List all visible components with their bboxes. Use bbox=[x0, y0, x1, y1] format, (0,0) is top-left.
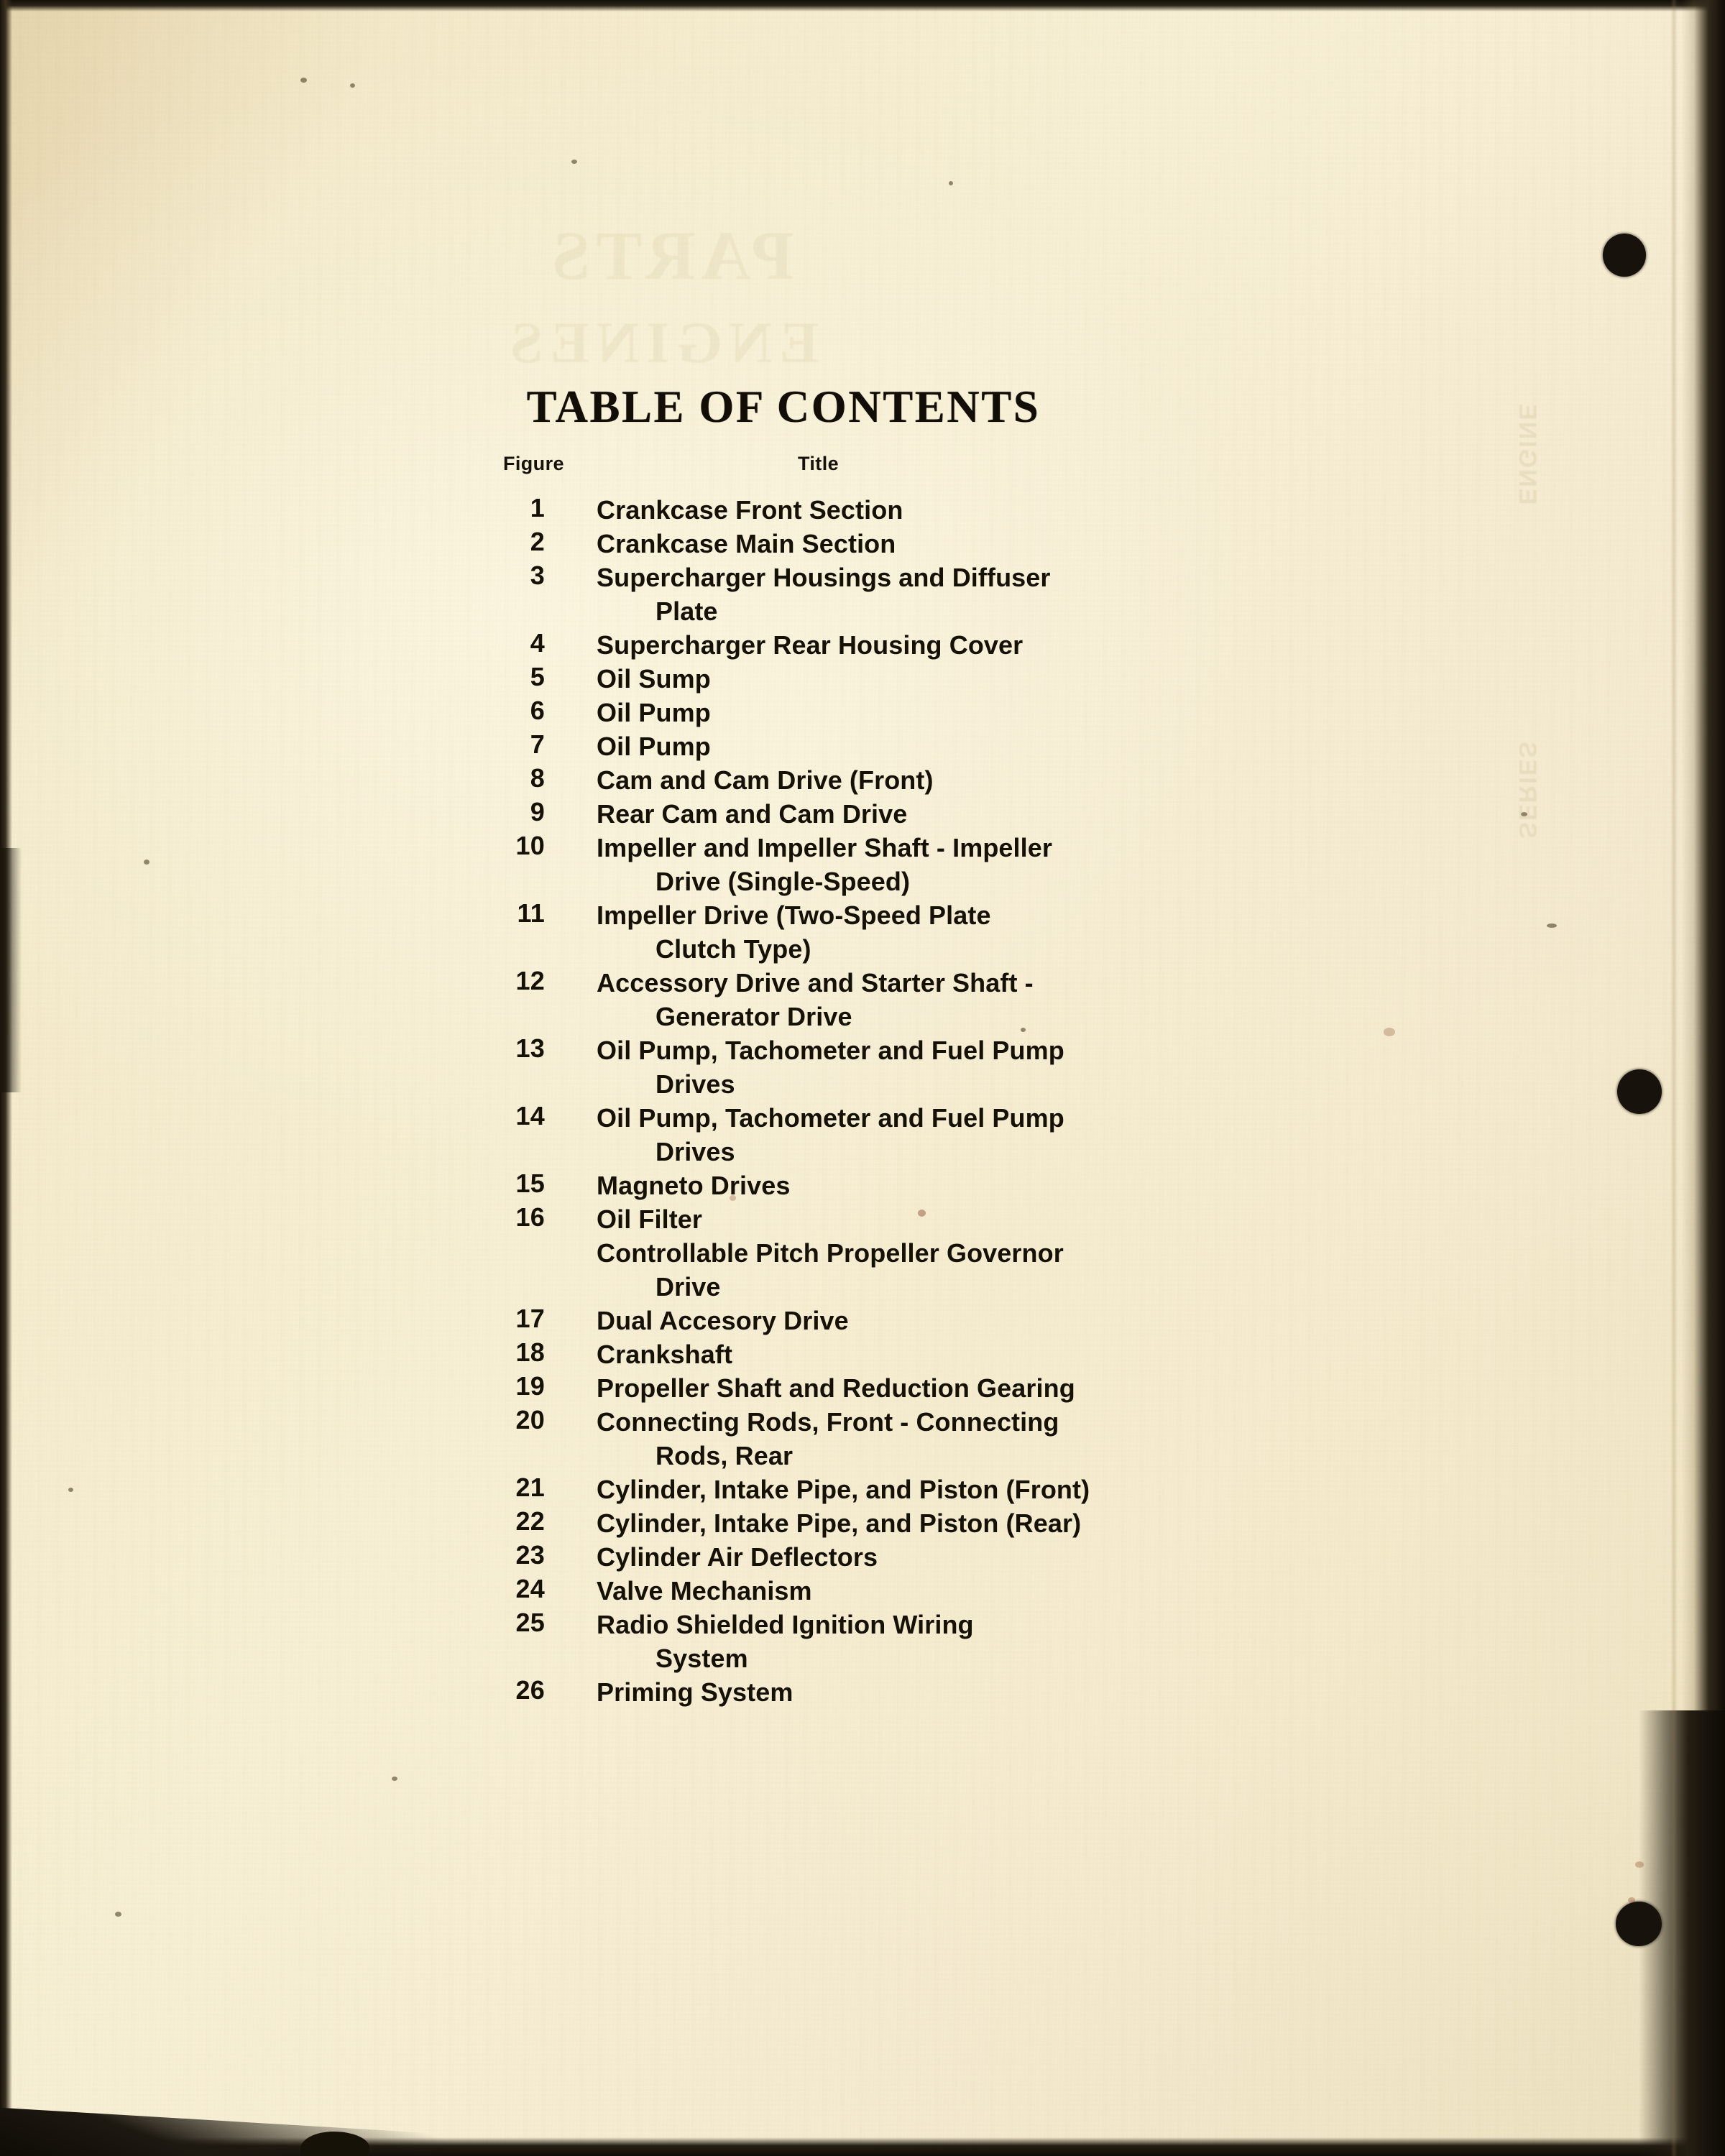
foxing-mark bbox=[1628, 1897, 1635, 1903]
figure-number: 22 bbox=[515, 1506, 545, 1536]
toc-entry bbox=[0, 763, 1725, 797]
figure-title bbox=[597, 662, 1315, 696]
figure-number: 19 bbox=[515, 1371, 545, 1401]
speck bbox=[68, 1488, 73, 1492]
toc-entry bbox=[0, 628, 1725, 662]
figure-title-line: Connecting Rods, Front - Connecting bbox=[597, 1407, 1059, 1437]
speck bbox=[1521, 812, 1527, 816]
toc-entry bbox=[0, 1506, 1725, 1540]
page-edge-left-notch bbox=[0, 848, 22, 1092]
figure-number: 23 bbox=[515, 1540, 545, 1570]
figure-title-line: Crankshaft bbox=[597, 1340, 733, 1369]
foxing-mark bbox=[730, 1195, 736, 1201]
toc-entry bbox=[0, 696, 1725, 729]
figure-number: 8 bbox=[530, 763, 545, 793]
figure-title bbox=[597, 1473, 1315, 1506]
table-of-contents-list bbox=[0, 493, 1725, 1709]
figure-title bbox=[597, 1675, 1315, 1709]
figure-number: 24 bbox=[515, 1574, 545, 1603]
figure-title-line: Cam and Cam Drive (Front) bbox=[597, 765, 934, 795]
figure-title-line: Controllable Pitch Propeller Governor bbox=[597, 1238, 1064, 1268]
figure-number: 20 bbox=[515, 1405, 545, 1434]
figure-title bbox=[597, 1169, 1315, 1202]
figure-title bbox=[597, 1371, 1315, 1405]
figure-number: 7 bbox=[530, 729, 545, 759]
page-fold-crease bbox=[1670, 0, 1678, 2156]
speck bbox=[571, 160, 577, 164]
bleed-through-vertical-lower: SERIES bbox=[1514, 740, 1541, 839]
figure-number: 2 bbox=[530, 527, 545, 556]
figure-title bbox=[597, 527, 1315, 561]
figure-title-line: Oil Pump bbox=[597, 698, 711, 727]
toc-entry bbox=[0, 662, 1725, 696]
figure-title-continuation: Drive (Single-Speed) bbox=[656, 867, 911, 896]
figure-title-line: Rear Cam and Cam Drive bbox=[597, 799, 908, 829]
figure-title bbox=[597, 628, 1315, 662]
toc-entry bbox=[0, 1202, 1725, 1236]
figure-number: 11 bbox=[517, 898, 545, 928]
toc-entry bbox=[0, 1304, 1725, 1337]
toc-entry bbox=[0, 527, 1725, 561]
figure-title-line: Supercharger Rear Housing Cover bbox=[597, 630, 1024, 660]
figure-number: 6 bbox=[530, 696, 545, 725]
toc-entry bbox=[0, 1236, 1725, 1304]
figure-title-line: Radio Shielded Ignition Wiring bbox=[597, 1610, 974, 1639]
figure-title-continuation: Drives bbox=[656, 1137, 735, 1166]
figure-title bbox=[597, 1236, 1315, 1304]
figure-title bbox=[597, 1405, 1315, 1473]
toc-entry bbox=[0, 966, 1725, 1033]
figure-number: 26 bbox=[515, 1675, 545, 1705]
figure-title bbox=[597, 763, 1315, 797]
foxing-mark bbox=[1384, 1028, 1395, 1036]
figure-title-line: Supercharger Housings and Diffuser bbox=[597, 563, 1051, 592]
speck bbox=[300, 78, 307, 83]
page-edge-top bbox=[0, 0, 1725, 11]
toc-entry bbox=[0, 1608, 1725, 1675]
toc-entry bbox=[0, 561, 1725, 628]
figure-title-continuation: Drive bbox=[656, 1272, 721, 1302]
figure-title-continuation: Clutch Type) bbox=[656, 934, 811, 964]
figure-title bbox=[597, 831, 1315, 898]
toc-entry bbox=[0, 1574, 1725, 1608]
bleed-through-line-1: PARTS bbox=[546, 217, 794, 294]
figure-number: 25 bbox=[515, 1608, 545, 1637]
figure-title bbox=[597, 1506, 1315, 1540]
figure-title-line: Oil Sump bbox=[597, 664, 711, 694]
figure-title bbox=[597, 1033, 1315, 1101]
toc-entry bbox=[0, 898, 1725, 966]
figure-title bbox=[597, 1540, 1315, 1574]
figure-number: 9 bbox=[530, 797, 545, 826]
foxing-mark bbox=[918, 1210, 926, 1217]
figure-title bbox=[597, 1101, 1315, 1169]
figure-number: 4 bbox=[530, 628, 545, 658]
figure-title bbox=[597, 493, 1315, 527]
figure-number: 14 bbox=[515, 1101, 545, 1130]
page-edge-bottom-left bbox=[0, 2106, 460, 2156]
toc-entry bbox=[0, 729, 1725, 763]
toc-entry bbox=[0, 1101, 1725, 1169]
toc-entry bbox=[0, 1371, 1725, 1405]
figure-title bbox=[597, 696, 1315, 729]
speck bbox=[1021, 1028, 1026, 1032]
toc-entry bbox=[0, 1675, 1725, 1709]
figure-title-line: Valve Mechanism bbox=[597, 1576, 812, 1606]
punch-hole-bottom bbox=[1616, 1902, 1662, 1946]
figure-title-continuation: Plate bbox=[656, 596, 718, 626]
figure-number: 13 bbox=[515, 1033, 545, 1063]
toc-entry bbox=[0, 493, 1725, 527]
figure-title bbox=[597, 797, 1315, 831]
figure-title-continuation: Rods, Rear bbox=[656, 1441, 794, 1470]
figure-title-line: Magneto Drives bbox=[597, 1171, 791, 1200]
foxing-mark bbox=[1635, 1861, 1644, 1868]
figure-title-line: Propeller Shaft and Reduction Gearing bbox=[597, 1373, 1075, 1403]
figure-title bbox=[597, 1608, 1315, 1675]
figure-title-continuation: Drives bbox=[656, 1069, 735, 1099]
punch-hole-top bbox=[1603, 234, 1646, 277]
figure-title bbox=[597, 729, 1315, 763]
figure-title-line: Impeller and Impeller Shaft - Impeller bbox=[597, 833, 1052, 862]
figure-number: 15 bbox=[515, 1169, 545, 1198]
figure-number: 3 bbox=[530, 561, 545, 590]
figure-title-line: Oil Pump bbox=[597, 732, 711, 761]
speck bbox=[1547, 923, 1557, 928]
figure-title bbox=[597, 1202, 1315, 1236]
punch-hole-middle bbox=[1617, 1069, 1662, 1114]
bleed-through-vertical-upper: ENGINE bbox=[1514, 402, 1541, 505]
figure-title-line: Cylinder, Intake Pipe, and Piston (Rear) bbox=[597, 1508, 1082, 1538]
figure-number: 21 bbox=[515, 1473, 545, 1502]
toc-entry bbox=[0, 1473, 1725, 1506]
speck bbox=[115, 1912, 121, 1917]
figure-title-line: Oil Pump, Tachometer and Fuel Pump bbox=[597, 1103, 1064, 1133]
figure-title bbox=[597, 1304, 1315, 1337]
figure-title-line: Oil Filter bbox=[597, 1204, 703, 1234]
column-header-title: Title bbox=[798, 453, 840, 474]
figure-number: 10 bbox=[515, 831, 545, 860]
bleed-through-line-2: ENGINES bbox=[503, 310, 819, 375]
toc-entry bbox=[0, 1169, 1725, 1202]
figure-title-continuation: System bbox=[656, 1644, 748, 1673]
figure-title bbox=[597, 966, 1315, 1033]
speck bbox=[350, 83, 355, 88]
figure-number: 18 bbox=[515, 1337, 545, 1367]
figure-title bbox=[597, 1574, 1315, 1608]
toc-entry bbox=[0, 1405, 1725, 1473]
figure-title bbox=[597, 898, 1315, 966]
figure-title-line: Dual Accesory Drive bbox=[597, 1306, 849, 1335]
toc-entry bbox=[0, 1337, 1725, 1371]
figure-number: 5 bbox=[530, 662, 545, 691]
toc-entry bbox=[0, 797, 1725, 831]
figure-title-line: Priming System bbox=[597, 1677, 794, 1707]
toc-entry bbox=[0, 1033, 1725, 1101]
figure-number: 17 bbox=[515, 1304, 545, 1333]
figure-title-line: Crankcase Front Section bbox=[597, 495, 903, 525]
figure-title-line: Cylinder Air Deflectors bbox=[597, 1542, 878, 1572]
page-title: TABLE OF CONTENTS bbox=[526, 382, 1041, 432]
figure-number: 16 bbox=[515, 1202, 545, 1232]
figure-title bbox=[597, 1337, 1315, 1371]
speck bbox=[392, 1777, 397, 1781]
figure-number: 12 bbox=[515, 966, 545, 995]
toc-entry bbox=[0, 831, 1725, 898]
column-header-figure: Figure bbox=[503, 453, 564, 474]
figure-title-line: Oil Pump, Tachometer and Fuel Pump bbox=[597, 1036, 1064, 1065]
figure-title bbox=[597, 561, 1315, 628]
speck bbox=[949, 181, 953, 185]
figure-number: 1 bbox=[530, 493, 545, 522]
figure-title-line: Impeller Drive (Two-Speed Plate bbox=[597, 900, 991, 930]
figure-title-line: Crankcase Main Section bbox=[597, 529, 896, 558]
speck bbox=[144, 860, 150, 865]
figure-title-line: Accessory Drive and Starter Shaft - bbox=[597, 968, 1034, 998]
figure-title-line: Cylinder, Intake Pipe, and Piston (Front) bbox=[597, 1475, 1090, 1504]
toc-entry bbox=[0, 1540, 1725, 1574]
figure-title-continuation: Generator Drive bbox=[656, 1002, 852, 1031]
